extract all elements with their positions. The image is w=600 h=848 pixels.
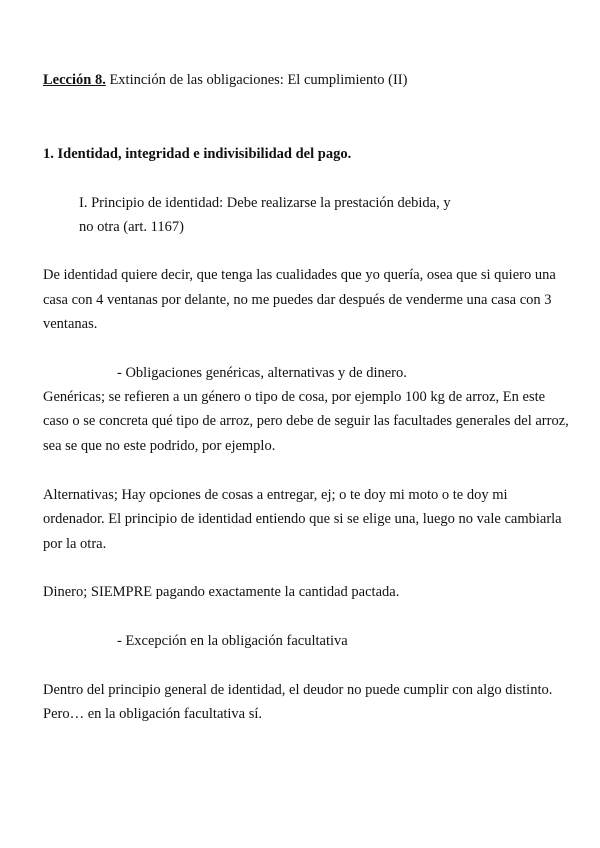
- paragraph-line: De identidad quiere decir, que tenga las cualidades que yo quería, osea que si quiero una: [43, 267, 556, 283]
- lesson-title: [43, 71, 407, 89]
- section-heading: 1. Identidad, integridad e indivisibilidad del pago.: [43, 146, 352, 162]
- principle-line-2: no otra (art. 1167): [79, 219, 184, 235]
- lesson-title-text: Extinción de las obligaciones: El cumplimiento (II): [105, 72, 408, 88]
- paragraph-line: casa con 4 ventanas por delante, no me puedes dar después de venderme una casa con 3: [43, 292, 552, 308]
- paragraph-line: Pero… en la obligación facultativa sí.: [43, 706, 263, 722]
- paragraph-line: Dentro del principio general de identidad, el deudor no puede cumplir con algo distinto.: [43, 682, 553, 698]
- bullet-excepcion: - Excepción en la obligación facultativa: [117, 633, 348, 649]
- paragraph-line: ordenador. El principio de identidad entiendo que si se elige una, luego no vale cambiarla: [43, 511, 562, 527]
- lesson-number: Lección 8.: [43, 72, 106, 88]
- principle-line-1: I. Principio de identidad: Debe realizarse la prestación debida, y: [79, 195, 451, 211]
- paragraph-line: Alternativas; Hay opciones de cosas a entregar, ej; o te doy mi moto o te doy mi: [43, 487, 508, 503]
- paragraph-line: sea se que no este podrido, por ejemplo.: [43, 438, 276, 454]
- paragraph-line: ventanas.: [43, 316, 98, 332]
- paragraph-line: caso o se concreta qué tipo de arroz, pero debe de seguir las facultades generales del arroz,: [43, 413, 569, 429]
- bullet-obligaciones: - Obligaciones genéricas, alternativas y de dinero.: [117, 365, 407, 381]
- paragraph-line: Genéricas; se refieren a un género o tipo de cosa, por ejemplo 100 kg de arroz, En este: [43, 389, 546, 405]
- paragraph-dinero: Dinero; SIEMPRE pagando exactamente la cantidad pactada.: [43, 584, 400, 600]
- paragraph-line: por la otra.: [43, 536, 107, 552]
